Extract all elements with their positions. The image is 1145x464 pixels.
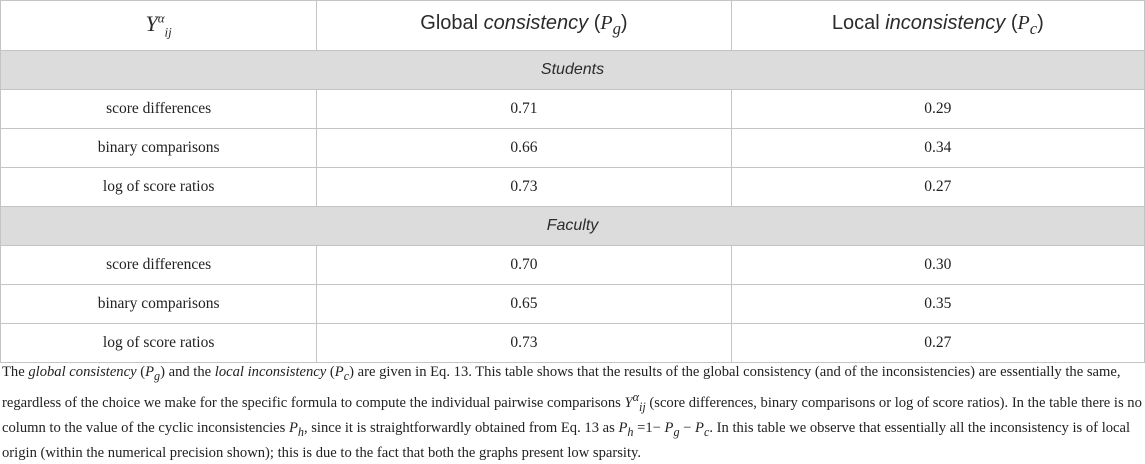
- global-value-cell: 0.66: [317, 129, 731, 168]
- local-value-cell: 0.30: [731, 246, 1144, 285]
- table-row: [1, 90, 1145, 129]
- header-local-inconsistency: Local inconsistency $(P_c)$: [731, 1, 1144, 51]
- method-cell: binary comparisons: [1, 285, 317, 324]
- global-value-cell: 0.71: [317, 90, 731, 129]
- local-value-cell: 0.27: [731, 324, 1144, 363]
- section-row-students: [1, 51, 1145, 90]
- global-value-cell: 0.70: [317, 246, 731, 285]
- method-cell: log of score ratios: [1, 168, 317, 207]
- table-row: [1, 168, 1145, 207]
- global-value-cell: 0.73: [317, 324, 731, 363]
- section-title: Faculty: [1, 207, 1145, 246]
- section-title: Students: [1, 51, 1145, 90]
- header-yij: $Y^\alpha_{ij}$: [1, 1, 317, 51]
- local-value-cell: 0.29: [731, 90, 1144, 129]
- table-caption: The global consistency $(P_g)$ and the local inconsistency $(P_c)$ are given in Eq. 13. This table shows that the results of the global consistency (and of the inconsistencies) are essentially the same, regardless of the choice we make for the specific formula to compute the individual pairwise comparisons $Y^\alpha_{ij}$ (score differences, binary comparisons or log of score ratios). In the table there is no column to the value of the cyclic inconsistencies $P_h$, since it is straightforwardly obtained from Eq. 13 as $P_h =1- P_g - P_c$. In this table we observe that essentially all the inconsistency is of local origin (within the numerical precision shown); this is due to the fact that both the graphs present low sparsity.: [2, 364, 1142, 461]
- method-cell: binary comparisons: [1, 129, 317, 168]
- local-value-cell: 0.34: [731, 129, 1144, 168]
- table-row: [1, 246, 1145, 285]
- method-cell: log of score ratios: [1, 324, 317, 363]
- method-cell: score differences: [1, 246, 317, 285]
- method-cell: score differences: [1, 90, 317, 129]
- global-value-cell: 0.73: [317, 168, 731, 207]
- table-row: [1, 129, 1145, 168]
- header-global-consistency: Global consistency $(P_g)$: [317, 1, 731, 51]
- section-row-faculty: [1, 207, 1145, 246]
- local-value-cell: 0.27: [731, 168, 1144, 207]
- table-row: [1, 324, 1145, 363]
- local-value-cell: 0.35: [731, 285, 1144, 324]
- table-header-row: [1, 1, 1145, 51]
- global-value-cell: 0.65: [317, 285, 731, 324]
- table-row: [1, 285, 1145, 324]
